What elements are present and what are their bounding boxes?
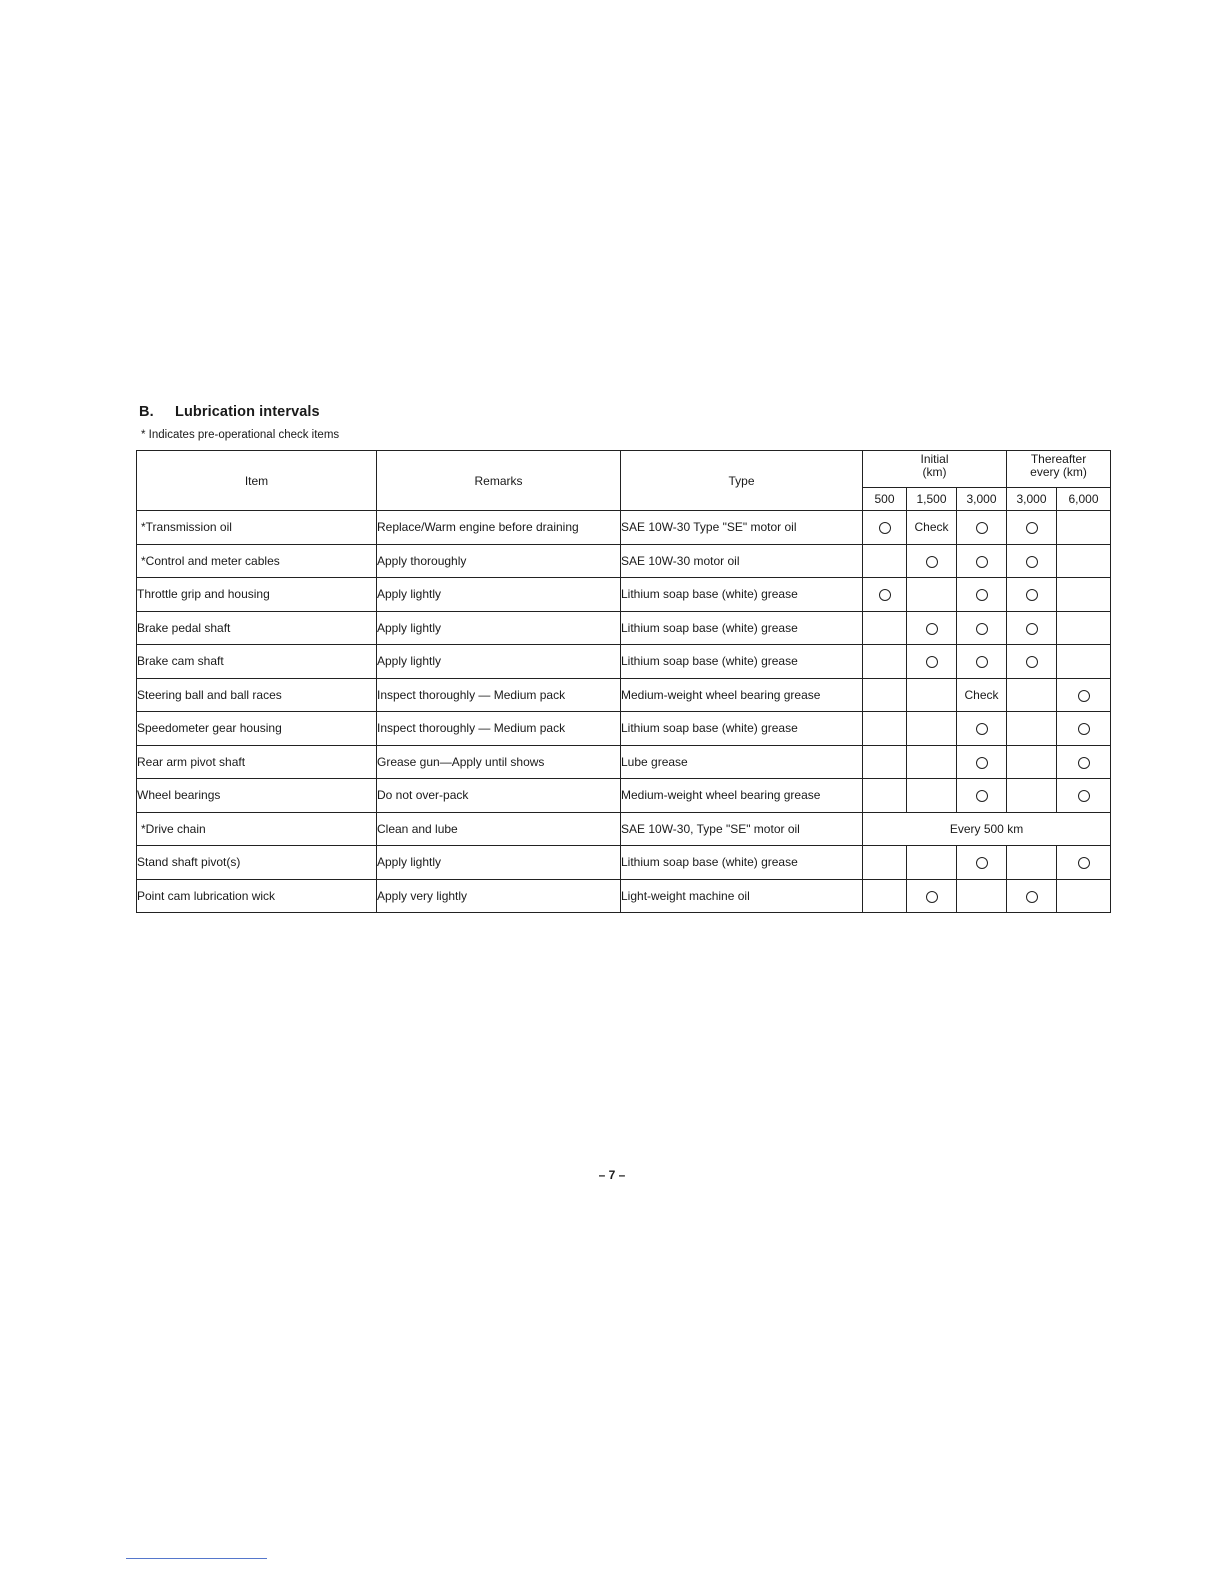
type-cell: Lithium soap base (white) grease <box>621 611 863 645</box>
type-cell: SAE 10W-30, Type "SE" motor oil <box>621 812 863 846</box>
interval-cell <box>957 544 1007 578</box>
item-cell: Stand shaft pivot(s) <box>137 846 377 880</box>
interval-cell <box>907 879 957 913</box>
interval-cell <box>1057 645 1111 679</box>
header-interval: 3,000 <box>957 488 1007 511</box>
interval-cell <box>907 745 957 779</box>
interval-cell <box>1057 578 1111 612</box>
remarks-cell: Grease gun—Apply until shows <box>377 745 621 779</box>
interval-cell <box>957 745 1007 779</box>
interval-cell <box>863 779 907 813</box>
interval-cell <box>863 678 907 712</box>
circle-mark-icon <box>976 723 988 735</box>
header-interval: 3,000 <box>1007 488 1057 511</box>
interval-cell <box>1007 712 1057 746</box>
interval-cell <box>1007 544 1057 578</box>
table-row <box>137 544 1111 578</box>
circle-mark-icon <box>879 589 891 601</box>
interval-cell <box>1057 846 1111 880</box>
section-title <box>139 404 320 420</box>
header-remarks: Remarks <box>377 451 621 511</box>
type-cell: Light-weight machine oil <box>621 879 863 913</box>
interval-cell <box>1007 846 1057 880</box>
type-cell: Lithium soap base (white) grease <box>621 846 863 880</box>
circle-mark-icon <box>976 656 988 668</box>
item-cell: Speedometer gear housing <box>137 712 377 746</box>
interval-cell <box>1007 578 1057 612</box>
header-thereafter-label: Thereafter every (km) <box>1030 452 1087 479</box>
interval-cell <box>863 511 907 545</box>
interval-cell <box>1007 678 1057 712</box>
interval-cell <box>957 645 1007 679</box>
remarks-cell: Apply thoroughly <box>377 544 621 578</box>
pre-operational-note: * Indicates pre-operational check items <box>141 429 340 441</box>
remarks-cell: Inspect thoroughly — Medium pack <box>377 678 621 712</box>
remarks-cell: Apply lightly <box>377 578 621 612</box>
interval-cell <box>1057 879 1111 913</box>
page-number: – 7 – <box>598 1168 626 1182</box>
interval-cell <box>1057 678 1111 712</box>
interval-cell <box>1007 745 1057 779</box>
header-initial-label: Initial (km) <box>920 452 949 479</box>
lubrication-table <box>136 450 1111 913</box>
type-cell: Medium-weight wheel bearing grease <box>621 779 863 813</box>
remarks-cell: Do not over-pack <box>377 779 621 813</box>
interval-cell <box>957 846 1007 880</box>
interval-cell <box>1057 611 1111 645</box>
circle-mark-icon <box>976 857 988 869</box>
interval-cell <box>1007 879 1057 913</box>
circle-mark-icon <box>926 623 938 635</box>
item-cell: Wheel bearings <box>137 779 377 813</box>
interval-cell <box>863 578 907 612</box>
circle-mark-icon <box>1078 790 1090 802</box>
interval-cell <box>907 779 957 813</box>
interval-cell <box>907 645 957 679</box>
interval-cell <box>907 678 957 712</box>
item-cell: Rear arm pivot shaft <box>137 745 377 779</box>
interval-cell <box>957 578 1007 612</box>
circle-mark-icon <box>1026 556 1038 568</box>
table-row <box>137 812 1111 846</box>
remarks-cell: Replace/Warm engine before draining <box>377 511 621 545</box>
header-interval: 500 <box>863 488 907 511</box>
table-row <box>137 846 1111 880</box>
table-row <box>137 511 1111 545</box>
type-cell: SAE 10W-30 motor oil <box>621 544 863 578</box>
interval-cell <box>907 611 957 645</box>
circle-mark-icon <box>976 757 988 769</box>
table-row <box>137 645 1111 679</box>
remarks-cell: Apply very lightly <box>377 879 621 913</box>
header-initial <box>863 451 1007 488</box>
interval-cell <box>863 879 907 913</box>
table-row <box>137 712 1111 746</box>
circle-mark-icon <box>1026 656 1038 668</box>
interval-cell <box>957 611 1007 645</box>
interval-cell <box>957 712 1007 746</box>
circle-mark-icon <box>879 522 891 534</box>
type-cell: SAE 10W-30 Type "SE" motor oil <box>621 511 863 545</box>
type-cell: Lube grease <box>621 745 863 779</box>
circle-mark-icon <box>1078 723 1090 735</box>
remarks-cell: Inspect thoroughly — Medium pack <box>377 712 621 746</box>
circle-mark-icon <box>976 556 988 568</box>
interval-cell: Check <box>907 511 957 545</box>
table-row <box>137 745 1111 779</box>
circle-mark-icon <box>976 589 988 601</box>
table-row <box>137 578 1111 612</box>
header-type: Type <box>621 451 863 511</box>
table-body <box>137 511 1111 913</box>
interval-cell <box>907 846 957 880</box>
interval-cell: Check <box>957 678 1007 712</box>
item-cell: Point cam lubrication wick <box>137 879 377 913</box>
circle-mark-icon <box>926 656 938 668</box>
interval-cell <box>907 578 957 612</box>
remarks-cell: Apply lightly <box>377 645 621 679</box>
item-cell: Brake pedal shaft <box>137 611 377 645</box>
interval-cell <box>863 544 907 578</box>
item-cell: *Transmission oil <box>137 511 377 545</box>
header-thereafter <box>1007 451 1111 488</box>
interval-cell <box>1057 544 1111 578</box>
table-row <box>137 678 1111 712</box>
remarks-cell: Clean and lube <box>377 812 621 846</box>
type-cell: Lithium soap base (white) grease <box>621 645 863 679</box>
header-item: Item <box>137 451 377 511</box>
footer-rule <box>126 1558 267 1559</box>
interval-cell <box>957 511 1007 545</box>
interval-cell <box>863 745 907 779</box>
interval-cell <box>1057 511 1111 545</box>
type-cell: Lithium soap base (white) grease <box>621 712 863 746</box>
item-cell: *Drive chain <box>137 812 377 846</box>
remarks-cell: Apply lightly <box>377 611 621 645</box>
item-cell: Brake cam shaft <box>137 645 377 679</box>
interval-cell <box>863 846 907 880</box>
interval-cell <box>1057 779 1111 813</box>
interval-cell <box>957 879 1007 913</box>
interval-cell <box>863 611 907 645</box>
type-cell: Lithium soap base (white) grease <box>621 578 863 612</box>
interval-cell <box>1007 779 1057 813</box>
interval-cell <box>1007 511 1057 545</box>
circle-mark-icon <box>926 891 938 903</box>
interval-cell <box>1057 745 1111 779</box>
circle-mark-icon <box>976 790 988 802</box>
interval-cell <box>907 544 957 578</box>
type-cell: Medium-weight wheel bearing grease <box>621 678 863 712</box>
interval-cell <box>957 779 1007 813</box>
interval-cell <box>863 645 907 679</box>
item-cell: Steering ball and ball races <box>137 678 377 712</box>
interval-cell <box>1057 712 1111 746</box>
circle-mark-icon <box>1078 690 1090 702</box>
circle-mark-icon <box>1026 522 1038 534</box>
interval-span-cell: Every 500 km <box>863 812 1111 846</box>
section-heading: Lubrication intervals <box>175 404 320 420</box>
circle-mark-icon <box>1026 623 1038 635</box>
header-interval: 6,000 <box>1057 488 1111 511</box>
header-interval: 1,500 <box>907 488 957 511</box>
interval-cell <box>907 712 957 746</box>
item-cell: Throttle grip and housing <box>137 578 377 612</box>
circle-mark-icon <box>1026 589 1038 601</box>
interval-cell <box>1007 611 1057 645</box>
circle-mark-icon <box>1078 857 1090 869</box>
table-row <box>137 779 1111 813</box>
circle-mark-icon <box>976 623 988 635</box>
remarks-cell: Apply lightly <box>377 846 621 880</box>
interval-cell <box>1007 645 1057 679</box>
circle-mark-icon <box>1026 891 1038 903</box>
interval-cell <box>863 712 907 746</box>
circle-mark-icon <box>1078 757 1090 769</box>
table-row <box>137 611 1111 645</box>
circle-mark-icon <box>926 556 938 568</box>
section-number: B. <box>139 404 154 420</box>
circle-mark-icon <box>976 522 988 534</box>
item-cell: *Control and meter cables <box>137 544 377 578</box>
table-row <box>137 879 1111 913</box>
